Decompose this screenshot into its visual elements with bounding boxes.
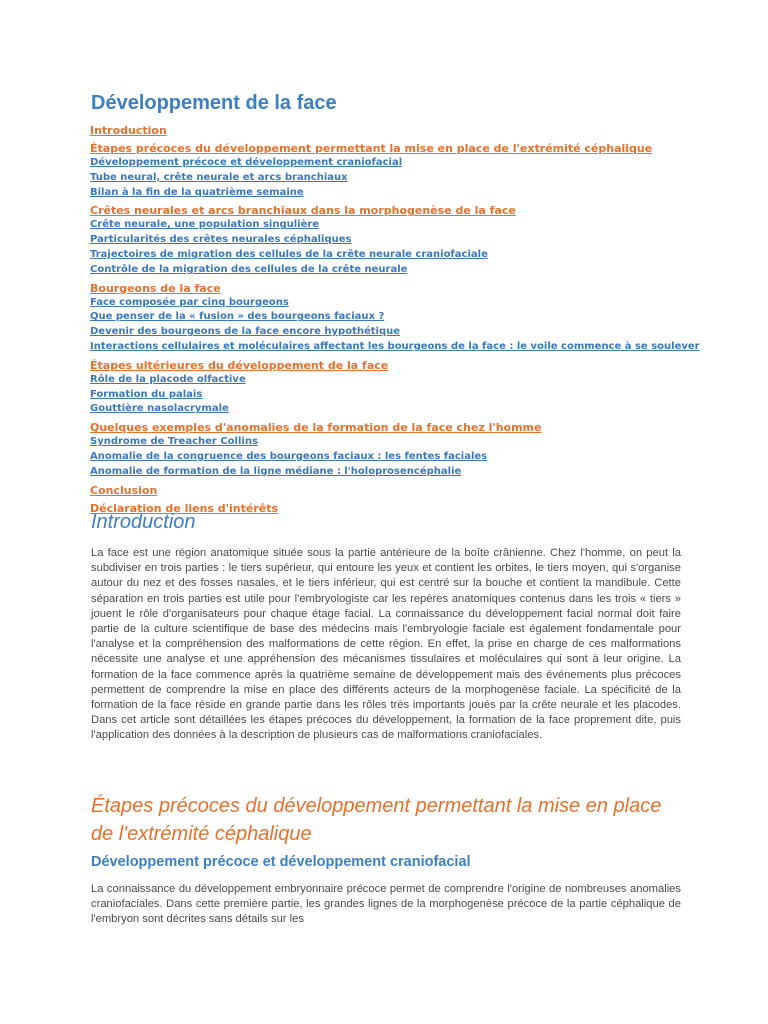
introduction-paragraph: La face est une région anatomique située sous la partie antérieure de la boîte crânienne. Chez l'homme, on peut la subdiviser en trois parties : le tiers supérieur, qui entoure les yeux et contient les orbites, le tiers moyen, qui s'organise autour du nez et des fosses nasales, et le tiers inférieur, qui est centré sur la bouche et contient la mandibule. Cette séparation en trois parties est utile pour l'embryologiste car les repères anatomiques contenus dans les trois « tiers » jouent le rôle d'organisateurs pour chaque étage facial. La connaissance du développement facial normal doit faire partie de la culture scientifique de base des médecins mais l'embryologie faciale est également fondamentale pour l'analyse et la compréhension des malformations de cette région. En effet, la prise en charge de ces malformations nécessite une analyse et une appréhension des mécanismes tissulaires et moléculaires qui sont à leur origine. La formation de la face commence après la quatrième semaine de développement mais des événements plus précoces permettent de comprendre la mise en place des différents acteurs de la morphogenèse faciale. La spécificité de la formation de la face réside en grande partie dans les rôles très importants joués par la crête neurale et les placodes. Dans cet article sont détaillées les étapes précoces du développement, la formation de la face proprement dite, puis l'application des données à la description de plusieurs cas de malformations craniofaciales. xyxy=(91,547,681,742)
etapes-heading xyxy=(91,792,661,848)
toc-section-bourgeons[interactable]: Bourgeons de la face xyxy=(90,281,221,295)
toc-item[interactable]: Crête neurale, une population singulière xyxy=(90,219,320,231)
toc-item[interactable]: Formation du palais xyxy=(90,388,203,400)
toc-item[interactable]: Gouttière nasolacrymale xyxy=(90,403,229,415)
etapes-heading-line2: de l'extrémité céphalique xyxy=(91,823,312,845)
toc-section-declaration[interactable]: Déclaration de liens d'intérêts xyxy=(90,501,279,515)
toc-item[interactable]: Devenir des bourgeons de la face encore hypothétique xyxy=(90,326,401,338)
etapes-heading-line1: Étapes précoces du développement permettant la mise en place xyxy=(91,795,662,817)
toc-section-introduction[interactable]: Introduction xyxy=(90,124,167,137)
developpement-subheading: Développement précoce et développement craniofacial xyxy=(91,854,471,870)
toc-item[interactable]: Bilan à la fin de la quatrième semaine xyxy=(90,186,304,198)
toc-section-anomalies[interactable]: Quelques exemples d'anomalies de la formation de la face chez l'homme xyxy=(90,421,542,435)
toc-item[interactable]: Que penser de la « fusion » des bourgeons faciaux ? xyxy=(90,311,385,323)
toc-item[interactable]: Face composée par cinq bourgeons xyxy=(90,296,289,308)
toc-item[interactable]: Rôle de la placode olfactive xyxy=(90,373,246,385)
toc-item[interactable]: Particularités des crêtes neurales céphaliques xyxy=(90,234,352,246)
toc-item[interactable]: Interactions cellulaires et moléculaires affectant les bourgeons de la face : le voile commence à se soulever xyxy=(90,340,700,352)
toc-item[interactable]: Trajectoires de migration des cellules de la crête neurale craniofaciale xyxy=(90,248,488,260)
toc-item[interactable]: Anomalie de formation de la ligne médiane : l'holoprosencéphalie xyxy=(90,465,462,477)
toc-section-etapes-precoces[interactable]: Étapes précoces du développement permettant la mise en place de l'extrémité céphalique xyxy=(90,142,653,155)
toc-item[interactable]: Contrôle de la migration des cellules de la crête neurale xyxy=(90,263,408,275)
developpement-paragraph: La connaissance du développement embryonnaire précoce permet de comprendre l'origine de nombreuses anomalies craniofaciales. Dans cette première partie, les grandes lignes de la morphogenèse précoce de la partie céphalique de l'embryon sont décrites sans détails sur les xyxy=(91,883,681,926)
introduction-heading: Introduction xyxy=(91,511,196,533)
toc-item[interactable]: Anomalie de la congruence des bourgeons faciaux : les fentes faciales xyxy=(90,450,488,462)
toc-item[interactable]: Tube neural, crête neurale et arcs branchiaux xyxy=(90,171,348,183)
toc-section-etapes-ulterieures[interactable]: Étapes ultérieures du développement de la face xyxy=(90,358,389,372)
toc-item[interactable]: Syndrome de Treacher Collins xyxy=(90,436,258,448)
table-of-contents xyxy=(90,124,700,516)
toc-section-conclusion[interactable]: Conclusion xyxy=(90,483,158,497)
toc-section-cretes-neurales[interactable]: Crêtes neurales et arcs branchiaux dans la morphogenèse de la face xyxy=(90,204,516,218)
toc-item[interactable]: Développement précoce et développement craniofacial xyxy=(90,157,403,168)
document-title: Développement de la face xyxy=(91,92,337,114)
